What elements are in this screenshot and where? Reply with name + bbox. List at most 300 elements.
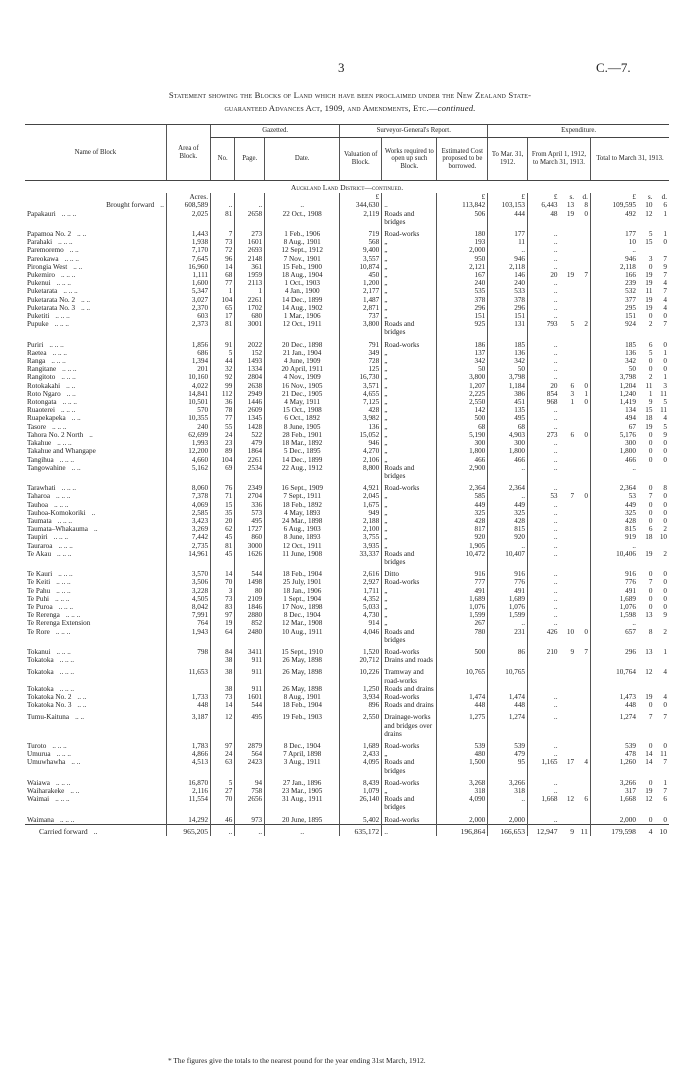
cell-gazette-no: 70 [211, 578, 235, 586]
cell-from-pence: 11 [576, 824, 590, 836]
cell-gazette-page: 1864 [235, 447, 265, 455]
leader-dots: .. [160, 201, 164, 210]
cell-total-pence: 1 [663, 348, 667, 357]
cell-from-pounds: .. [528, 709, 560, 738]
cell-gazette-date: 24 Mar., 1898 [265, 517, 340, 525]
cell-total-pence: 6 [663, 795, 667, 804]
cell-valuation: 349 [340, 349, 382, 357]
cell-total-pence: 0 [663, 701, 667, 710]
cell-to-1912: 815 [488, 525, 528, 533]
cell-block-name [25, 304, 166, 312]
cell-total-pence: 0 [663, 455, 667, 464]
cell-from-pence [576, 611, 590, 619]
cell-area: 11,653 [166, 664, 210, 684]
cell-from-pounds: 968 [528, 398, 560, 406]
cell-from-pounds: .. [528, 447, 560, 455]
cell-works: Road-works [382, 480, 437, 492]
cell-from-shillings [560, 550, 577, 566]
cell-total-shillings: 19 [645, 549, 653, 558]
block-name-text: Tangihua [27, 455, 54, 464]
cell-total-pounds: 1,473 [590, 693, 637, 701]
footnote: * The figures give the totals to the nearest pound for the year ending 31st March, 1912. [168, 1056, 426, 1065]
cell-estimated-cost: 506 [437, 210, 488, 226]
cell-total-pounds: 325 [590, 509, 637, 517]
cell-block-name [25, 517, 166, 525]
cell-from-pounds: .. [528, 701, 560, 709]
block-name-text: Tauraroa [27, 541, 53, 550]
cell-total-shillings: 0 [648, 439, 653, 448]
cell-gazette-page: 1727 [235, 525, 265, 533]
cell-valuation: 2,106 [340, 456, 382, 464]
cell-estimated-cost: 137 [437, 349, 488, 357]
cell-from-shillings: 5 [570, 320, 575, 329]
cell-from-pounds: .. [528, 414, 560, 422]
cell-valuation: 7,125 [340, 398, 382, 406]
cell-from-shillings: 12 [566, 795, 575, 804]
block-name-text: Te Rore [27, 627, 50, 636]
block-name-text: Tahora No. 2 North [27, 430, 84, 439]
cell-works: Road-works [382, 693, 437, 701]
cell-from-pounds: 20 [528, 382, 560, 390]
cell-area: 3,187 [166, 709, 210, 738]
cell-gazette-page: 2704 [235, 492, 265, 500]
cell-area: 201 [166, 365, 210, 373]
cell-works: „ [382, 398, 437, 406]
block-name-text: Takahue [27, 439, 52, 448]
cell-valuation: 4,921 [340, 480, 382, 492]
cell-from-pence [576, 701, 590, 709]
cell-from-pence [576, 464, 590, 480]
block-name-text: Turoto [27, 742, 47, 750]
cell-gazette-page: 94 [235, 775, 265, 787]
leader-dots: .. .. [81, 295, 91, 304]
cell-works: „ [382, 517, 437, 525]
table-row [25, 349, 669, 357]
table-row [25, 701, 669, 709]
leader-dots: .. .. .. [59, 684, 75, 693]
cell-works: „ [382, 390, 437, 398]
cell-area: 4,660 [166, 456, 210, 464]
cell-from-shillings [560, 456, 577, 464]
cell-gazette-date: 8 June, 1905 [265, 423, 340, 431]
leader-dots: .. .. .. [52, 348, 67, 357]
cell-estimated-cost: 780 [437, 628, 488, 644]
cell-gazette-no: 38 [211, 685, 235, 693]
cell-total-pence: 4 [663, 303, 667, 312]
cell-area: 4,069 [166, 501, 210, 509]
table-row [25, 365, 669, 373]
cell-block-name [25, 795, 166, 811]
cell-from-pence [576, 533, 590, 541]
cell-total-pounds: 317 [590, 787, 637, 795]
table-row [25, 287, 669, 295]
cell-from-pounds: .. [528, 693, 560, 701]
cell-estimated-cost: 10,765 [437, 664, 488, 684]
block-name-text: Pirongia West [27, 262, 68, 271]
block-name-text: Te Puroa [27, 602, 53, 611]
cell-gazette-date: 7 Nov., 1901 [265, 255, 340, 263]
cell-gazette-no: 23 [211, 439, 235, 447]
cell-gazette-no: 5 [211, 775, 235, 787]
cell-works: „ [382, 456, 437, 464]
leader-dots: .. .. .. [58, 602, 74, 611]
cell-gazette-date: 18 Aug., 1904 [265, 271, 340, 279]
cell-works: „ [382, 238, 437, 246]
table-row [25, 628, 669, 644]
cell-from-pounds: .. [528, 517, 560, 525]
unit-estimated: £ [437, 193, 488, 201]
cell-total-pence: 6 [663, 201, 667, 210]
table-row [25, 664, 669, 684]
cell-valuation: 33,337 [340, 550, 382, 566]
cell-from-pence: 2 [584, 320, 588, 329]
cell-to-1912: 1,184 [488, 382, 528, 390]
cell-works: Tramway and road-works [382, 664, 437, 684]
cell-total-shillings: 5 [648, 230, 653, 239]
cell-block-name [25, 431, 166, 439]
cell-block-name [25, 382, 166, 390]
title-continued: continued. [437, 103, 476, 113]
cell-estimated-cost: 480 [437, 750, 488, 758]
cell-estimated-cost: 1,800 [437, 447, 488, 455]
cell-total-pounds: 166 [590, 271, 637, 279]
cell-area: 4,513 [166, 758, 210, 774]
cell-works: Road-works [382, 337, 437, 349]
cell-works: „ [382, 587, 437, 595]
cell-from-shillings [560, 287, 577, 295]
leader-dots: .. .. .. [61, 484, 77, 493]
cell-block-name [25, 373, 166, 381]
table-row [25, 812, 669, 825]
cell-block-name [25, 824, 166, 836]
cell-from-shillings [560, 656, 577, 664]
cell-from-pence [576, 238, 590, 246]
cell-from-pounds: .. [528, 480, 560, 492]
cell-total-pounds: 109,595 [590, 201, 637, 209]
cell-gazette-page: 479 [235, 439, 265, 447]
cell-gazette-no: 63 [211, 758, 235, 774]
col-gazetted: Gazetted. [211, 125, 340, 138]
cell-total-pence: 11 [660, 389, 667, 398]
cell-to-1912: 2,118 [488, 263, 528, 271]
col-from-1912: From April 1, 1912, to March 31, 1913. [528, 138, 591, 181]
cell-estimated-cost: 50 [437, 365, 488, 373]
leader-dots: .. .. .. [56, 586, 71, 595]
cell-gazette-date: 16 Nov., 1905 [265, 382, 340, 390]
cell-block-name [25, 525, 166, 533]
cell-total-pounds: 2,364 [590, 480, 637, 492]
cell-to-1912: 495 [488, 414, 528, 422]
cell-from-shillings [560, 337, 577, 349]
block-name-text: Te Rerenga Extension [27, 619, 91, 628]
cell-gazette-date: 1 Sept., 1904 [265, 595, 340, 603]
cell-valuation: 2,871 [340, 304, 382, 312]
cell-to-1912: 3,266 [488, 775, 528, 787]
cell-total-pence: 0 [663, 508, 667, 517]
leader-dots: .. [93, 525, 98, 534]
cell-from-pounds: 1,165 [528, 758, 560, 774]
cell-works: Ditto [382, 566, 437, 578]
cell-total-shillings: 0 [648, 508, 653, 517]
cell-from-pence [576, 525, 590, 533]
cell-from-pounds: .. [528, 464, 560, 480]
cell-block-name [25, 619, 166, 627]
cell-to-1912: 135 [488, 406, 528, 414]
leader-dots: .. .. .. [55, 627, 71, 636]
cell-from-pence [576, 337, 590, 349]
cell-valuation: 3,982 [340, 414, 382, 422]
cell-gazette-date: 14 Dec., 1899 [265, 296, 340, 304]
cell-gazette-date: 15 Feb., 1900 [265, 263, 340, 271]
cell-gazette-page: 911 [235, 656, 265, 664]
block-name-text: Tokatoka No. 2 [27, 692, 72, 701]
leader-dots: .. .. .. [52, 742, 67, 750]
unit-total-pounds: £ [590, 193, 637, 201]
leader-dots: .. .. .. [63, 287, 78, 296]
cell-area: 3,027 [166, 296, 210, 304]
cell-from-shillings [560, 357, 577, 365]
page-title [25, 89, 675, 115]
cell-from-shillings [560, 709, 577, 738]
blocks-table [25, 124, 669, 836]
cell-total-pounds: 492 [590, 210, 637, 226]
cell-total-pounds: 539 [590, 738, 637, 750]
cell-valuation: 946 [340, 439, 382, 447]
cell-gazette-no: 71 [211, 492, 235, 500]
cell-from-pounds: .. [528, 595, 560, 603]
cell-estimated-cost: 2,550 [437, 398, 488, 406]
cell-valuation: 1,079 [340, 787, 382, 795]
unit-from-pounds: £ [528, 193, 560, 201]
cell-valuation: 728 [340, 357, 382, 365]
leader-dots: .. [93, 826, 98, 836]
cell-gazette-no: 81 [211, 210, 235, 226]
cell-estimated-cost [437, 685, 488, 693]
cell-works: „ [382, 373, 437, 381]
cell-gazette-page: 758 [235, 787, 265, 795]
table-row [25, 595, 669, 603]
cell-gazette-page: .. [235, 201, 265, 209]
cell-area: 240 [166, 423, 210, 431]
cell-works: „ [382, 619, 437, 627]
cell-works: Road-works [382, 644, 437, 656]
cell-gazette-no: 38 [211, 664, 235, 684]
cell-from-shillings [560, 701, 577, 709]
cell-works: „ [382, 492, 437, 500]
cell-estimated-cost: 448 [437, 701, 488, 709]
cell-from-shillings [560, 312, 577, 320]
cell-gazette-date: 31 Aug., 1911 [265, 795, 340, 811]
cell-total-pence: 7 [663, 713, 667, 722]
cell-total-pounds: 1,800 [590, 447, 637, 455]
cell-total-shillings: 19 [645, 422, 653, 431]
cell-area: 1,733 [166, 693, 210, 701]
cell-block-name [25, 255, 166, 263]
block-name-text: Raetea [27, 348, 47, 357]
cell-estimated-cost: 817 [437, 525, 488, 533]
cell-to-1912: 1,800 [488, 447, 528, 455]
cell-valuation: 914 [340, 619, 382, 627]
cell-gazette-page: 2022 [235, 337, 265, 349]
cell-gazette-date: .. [265, 824, 340, 836]
cell-total-pence: 0 [663, 439, 667, 448]
cell-total-shillings [638, 685, 655, 693]
cell-block-name [25, 701, 166, 709]
block-name-text: Tumu-Kaituna [27, 713, 70, 722]
block-name-text: Pareokawa [27, 254, 59, 263]
cell-from-pounds: 48 [528, 210, 560, 226]
cell-to-1912: .. [488, 795, 528, 811]
cell-estimated-cost: 500 [437, 644, 488, 656]
block-name-text: Rotokakahi [27, 381, 61, 390]
cell-area: 3,506 [166, 578, 210, 586]
cell-total-shillings: 7 [648, 578, 653, 587]
cell-valuation: 719 [340, 226, 382, 238]
cell-valuation: 2,045 [340, 492, 382, 500]
cell-block-name [25, 406, 166, 414]
cell-to-1912: 2,000 [488, 812, 528, 825]
cell-gazette-page: 273 [235, 226, 265, 238]
cell-valuation: 428 [340, 406, 382, 414]
cell-from-pence [576, 423, 590, 431]
cell-estimated-cost: 151 [437, 312, 488, 320]
cell-valuation: 4,730 [340, 611, 382, 619]
cell-block-name [25, 709, 166, 738]
cell-from-shillings: 9 [560, 824, 577, 836]
cell-from-shillings [560, 365, 577, 373]
cell-from-shillings [560, 812, 577, 825]
cell-estimated-cost: 1,474 [437, 693, 488, 701]
cell-gazette-date: 4 May, 1893 [265, 509, 340, 517]
cell-from-pence [576, 693, 590, 701]
cell-area: 3,269 [166, 525, 210, 533]
cell-total-pounds: 924 [590, 320, 637, 336]
cell-gazette-page: 3001 [235, 320, 265, 336]
cell-valuation: 1,689 [340, 738, 382, 750]
cell-from-pounds: .. [528, 611, 560, 619]
cell-gazette-page: 860 [235, 533, 265, 541]
table-row [25, 390, 669, 398]
cell-gazette-no: 72 [211, 246, 235, 254]
cell-valuation: 2,433 [340, 750, 382, 758]
cell-gazette-date: 1 Oct., 1903 [265, 279, 340, 287]
leader-dots: .. .. .. [64, 254, 79, 263]
cell-gazette-date: 18 Jan., 1906 [265, 587, 340, 595]
cell-estimated-cost: 1,207 [437, 382, 488, 390]
cell-gazette-date: 8 Aug., 1901 [265, 693, 340, 701]
cell-from-pounds: .. [528, 566, 560, 578]
table-row [25, 296, 669, 304]
cell-valuation: 635,172 [340, 824, 382, 836]
cell-gazette-no: 24 [211, 431, 235, 439]
cell-estimated-cost: 1,689 [437, 595, 488, 603]
unit-total-shillings: s. [647, 193, 653, 202]
cell-total-pence: 7 [663, 787, 667, 796]
cell-from-pence [576, 738, 590, 750]
cell-area: 1,600 [166, 279, 210, 287]
leader-dots: .. .. .. [58, 541, 73, 550]
cell-gazette-page: 544 [235, 701, 265, 709]
leader-dots: .. .. .. [61, 209, 77, 218]
block-name-text: Tokanui [27, 647, 51, 656]
cell-total-pence: 11 [660, 750, 667, 759]
cell-from-pounds: .. [528, 296, 560, 304]
cell-block-name [25, 566, 166, 578]
cell-works: Roads and drains [382, 685, 437, 693]
cell-total-shillings: 5 [648, 348, 653, 357]
block-name-text: Rangitoto [27, 373, 56, 382]
block-name-text: Parahaki [27, 238, 53, 247]
cell-gazette-date: .. [265, 201, 340, 209]
table-row [25, 693, 669, 701]
document-reference: C.—7. [596, 60, 631, 75]
cell-from-pence: 4 [584, 758, 588, 767]
cell-gazette-date: 12 Mar., 1908 [265, 619, 340, 627]
cell-total-shillings: 0 [648, 602, 653, 611]
cell-valuation: 1,200 [340, 279, 382, 287]
col-gazette-page: Page. [235, 138, 265, 181]
cell-gazette-page: 2804 [235, 373, 265, 381]
cell-total-pounds: 179,598 [590, 824, 637, 836]
cell-valuation: 568 [340, 238, 382, 246]
cell-estimated-cost: 1,500 [437, 758, 488, 774]
cell-from-pounds: .. [528, 357, 560, 365]
cell-total-pounds [590, 685, 637, 693]
cell-gazette-no: 35 [211, 509, 235, 517]
cell-gazette-date: 10 Aug., 1911 [265, 628, 340, 644]
cell-from-pounds: 53 [528, 492, 560, 500]
cell-gazette-no: 96 [211, 255, 235, 263]
block-name-text: Taumata–Whakauma [27, 525, 88, 534]
cell-gazette-date: 26 May, 1898 [265, 685, 340, 693]
cell-from-shillings [560, 501, 577, 509]
cell-to-1912: 444 [488, 210, 528, 226]
cell-from-pence [576, 279, 590, 287]
cell-total-pounds: .. [590, 246, 637, 254]
cell-total-shillings: 0 [648, 430, 653, 439]
cell-gazette-page: 1428 [235, 423, 265, 431]
cell-gazette-page: 2534 [235, 464, 265, 480]
cell-works: „ [382, 349, 437, 357]
cell-from-shillings [560, 750, 577, 758]
cell-from-pounds [528, 685, 560, 693]
cell-estimated-cost: 1,599 [437, 611, 488, 619]
cell-works: „ [382, 263, 437, 271]
cell-from-pounds [528, 656, 560, 664]
cell-total-shillings [638, 464, 655, 480]
block-name-text: Tokatoka [27, 684, 54, 693]
cell-total-pence [654, 542, 669, 550]
cell-total-pence: 0 [663, 357, 667, 366]
cell-gazette-page: 336 [235, 501, 265, 509]
cell-from-shillings [560, 296, 577, 304]
cell-from-pounds: 12,947 [528, 824, 560, 836]
cell-area: 10,501 [166, 398, 210, 406]
cell-area: 10,355 [166, 414, 210, 422]
block-name-text: Waiharakeke [27, 787, 65, 796]
cell-block-name [25, 501, 166, 509]
cell-gazette-page: 2261 [235, 456, 265, 464]
cell-from-pounds: .. [528, 738, 560, 750]
cell-from-pence [576, 406, 590, 414]
cell-total-pence: 4 [663, 692, 667, 701]
cell-gazette-page: 2261 [235, 296, 265, 304]
cell-estimated-cost: 2,121 [437, 263, 488, 271]
cell-gazette-no: 83 [211, 603, 235, 611]
cell-total-shillings: 7 [648, 713, 653, 722]
cell-total-shillings: 12 [645, 795, 653, 804]
table-row [25, 533, 669, 541]
